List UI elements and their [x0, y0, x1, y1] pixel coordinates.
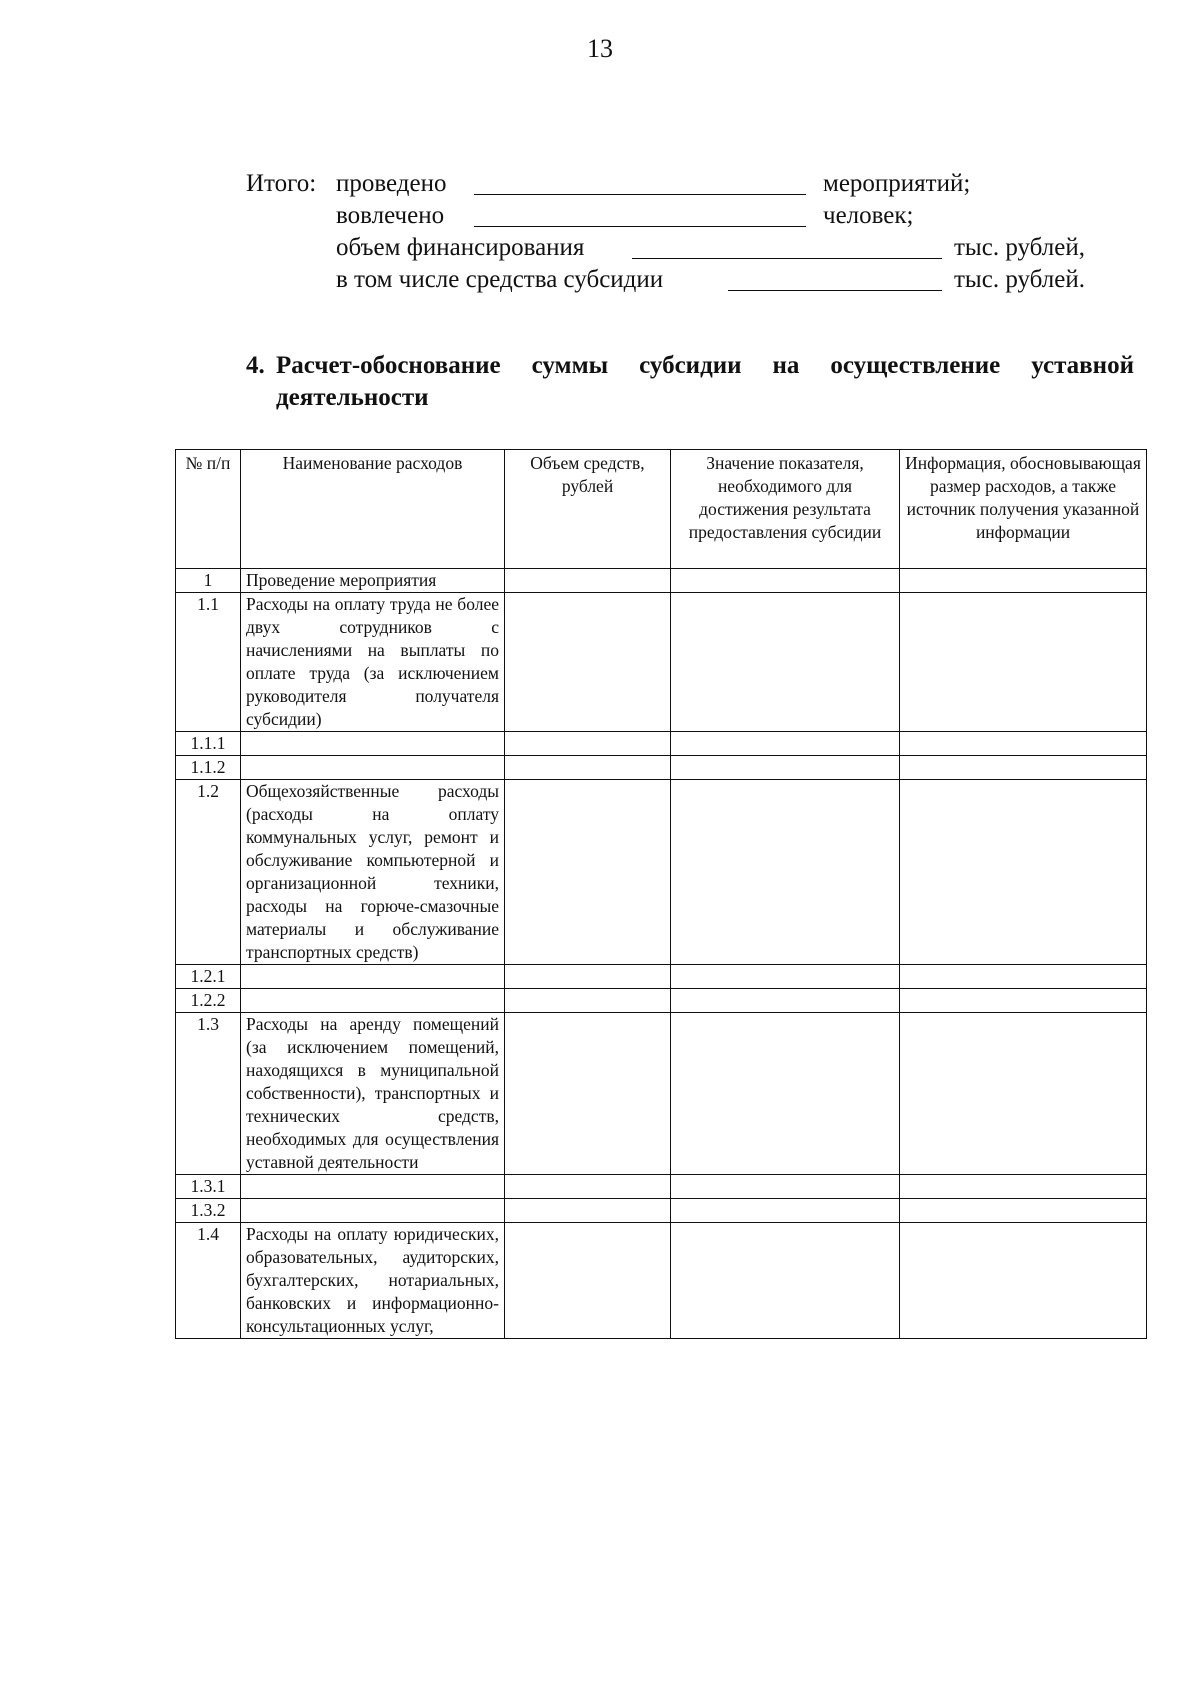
events-unit: мероприятий;	[823, 170, 971, 197]
row-expense-name: Общехозяйственные расходы (расходы на оплату коммунальных услуг, ремонт и обслуживание компьютерной и организационной техники, расходы на горюче-смазочные материалы и обслуживание транспортных средств)	[241, 780, 505, 965]
row-indicator-cell[interactable]	[671, 780, 900, 965]
row-amount-cell[interactable]	[505, 780, 671, 965]
row-justification-cell[interactable]	[900, 1223, 1147, 1339]
row-justification-cell[interactable]	[900, 1199, 1147, 1223]
row-number: 1.2	[176, 780, 241, 965]
financing-unit: тыс. рублей,	[954, 234, 1085, 261]
table-row	[176, 1175, 1147, 1199]
row-indicator-cell[interactable]	[671, 569, 900, 593]
table-row	[176, 1013, 1147, 1175]
row-amount-cell[interactable]	[505, 593, 671, 732]
row-number: 1.2.1	[176, 965, 241, 989]
row-number: 1.3.1	[176, 1175, 241, 1199]
row-indicator-cell[interactable]	[671, 732, 900, 756]
totals-label-itogo: Итого:	[246, 170, 317, 197]
row-number: 1.1	[176, 593, 241, 732]
section-title: Расчет-обоснование суммы субсидии на осуществление уставной деятельности	[276, 352, 1134, 411]
row-justification-cell[interactable]	[900, 593, 1147, 732]
row-indicator-cell[interactable]	[671, 1013, 900, 1175]
row-expense-name: Расходы на аренду помещений (за исключением помещений, находящихся в муниципальной собственности), транспортных и технических средств, необходимых для осуществления уставной деятельности	[241, 1013, 505, 1175]
row-amount-cell[interactable]	[505, 1223, 671, 1339]
row-expense-name[interactable]	[241, 732, 505, 756]
row-amount-cell[interactable]	[505, 1199, 671, 1223]
totals-label-involved: вовлечено	[336, 202, 445, 229]
section-heading	[246, 350, 1134, 414]
totals-label-financing: объем финансирования	[336, 234, 585, 261]
table-row	[176, 780, 1147, 965]
row-expense-name[interactable]	[241, 989, 505, 1013]
row-amount-cell[interactable]	[505, 989, 671, 1013]
header-indicator-value: Значение показателя, необходимого для достижения результата предоставления субсидии	[671, 450, 900, 569]
row-indicator-cell[interactable]	[671, 756, 900, 780]
row-expense-name: Расходы на оплату труда не более двух сотрудников с начислениями на выплаты по оплате труда (за исключением руководителя получателя субсидии)	[241, 593, 505, 732]
row-justification-cell[interactable]	[900, 780, 1147, 965]
table-row	[176, 569, 1147, 593]
row-indicator-cell[interactable]	[671, 989, 900, 1013]
row-justification-cell[interactable]	[900, 1013, 1147, 1175]
row-amount-cell[interactable]	[505, 965, 671, 989]
table-row	[176, 756, 1147, 780]
row-number: 1.2.2	[176, 989, 241, 1013]
row-number: 1.4	[176, 1223, 241, 1339]
row-number: 1.1.2	[176, 756, 241, 780]
row-amount-cell[interactable]	[505, 732, 671, 756]
row-number: 1	[176, 569, 241, 593]
row-amount-cell[interactable]	[505, 1175, 671, 1199]
row-amount-cell[interactable]	[505, 569, 671, 593]
table-header-row	[176, 450, 1147, 569]
row-expense-name[interactable]	[241, 965, 505, 989]
row-expense-name: Проведение мероприятия	[241, 569, 505, 593]
row-amount-cell[interactable]	[505, 1013, 671, 1175]
row-justification-cell[interactable]	[900, 965, 1147, 989]
row-justification-cell[interactable]	[900, 732, 1147, 756]
table-row	[176, 989, 1147, 1013]
row-justification-cell[interactable]	[900, 1175, 1147, 1199]
row-justification-cell[interactable]	[900, 569, 1147, 593]
row-indicator-cell[interactable]	[671, 1175, 900, 1199]
row-expense-name[interactable]	[241, 1199, 505, 1223]
row-number: 1.3	[176, 1013, 241, 1175]
people-unit: человек;	[823, 202, 914, 229]
row-indicator-cell[interactable]	[671, 1199, 900, 1223]
financing-amount-field[interactable]	[632, 232, 942, 259]
subsidy-unit: тыс. рублей.	[954, 266, 1085, 293]
subsidy-calculation-table	[175, 449, 1147, 1339]
events-count-field[interactable]	[474, 168, 806, 195]
row-indicator-cell[interactable]	[671, 1223, 900, 1339]
header-justification: Информация, обосновывающая размер расходов, а также источник получения указанной информации	[900, 450, 1147, 569]
page-number: 13	[587, 34, 613, 63]
header-amount: Объем средств, рублей	[505, 450, 671, 569]
subsidy-amount-field[interactable]	[728, 264, 942, 291]
row-expense-name[interactable]	[241, 1175, 505, 1199]
row-justification-cell[interactable]	[900, 989, 1147, 1013]
table-row	[176, 965, 1147, 989]
row-number: 1.1.1	[176, 732, 241, 756]
table-row	[176, 593, 1147, 732]
row-expense-name[interactable]	[241, 756, 505, 780]
row-expense-name: Расходы на оплату юридических, образовательных, аудиторских, бухгалтерских, нотариальных, банковских и информационно-консультационных услуг,	[241, 1223, 505, 1339]
row-amount-cell[interactable]	[505, 756, 671, 780]
header-number: № п/п	[176, 450, 241, 569]
people-count-field[interactable]	[474, 200, 806, 227]
row-indicator-cell[interactable]	[671, 965, 900, 989]
row-justification-cell[interactable]	[900, 756, 1147, 780]
table-row	[176, 732, 1147, 756]
table-row	[176, 1223, 1147, 1339]
totals-label-conducted: проведено	[336, 170, 447, 197]
table-row	[176, 1199, 1147, 1223]
row-number: 1.3.2	[176, 1199, 241, 1223]
row-indicator-cell[interactable]	[671, 593, 900, 732]
section-number: 4.	[246, 352, 265, 379]
header-expense-name: Наименование расходов	[241, 450, 505, 569]
totals-label-subsidy: в том числе средства субсидии	[336, 266, 664, 293]
